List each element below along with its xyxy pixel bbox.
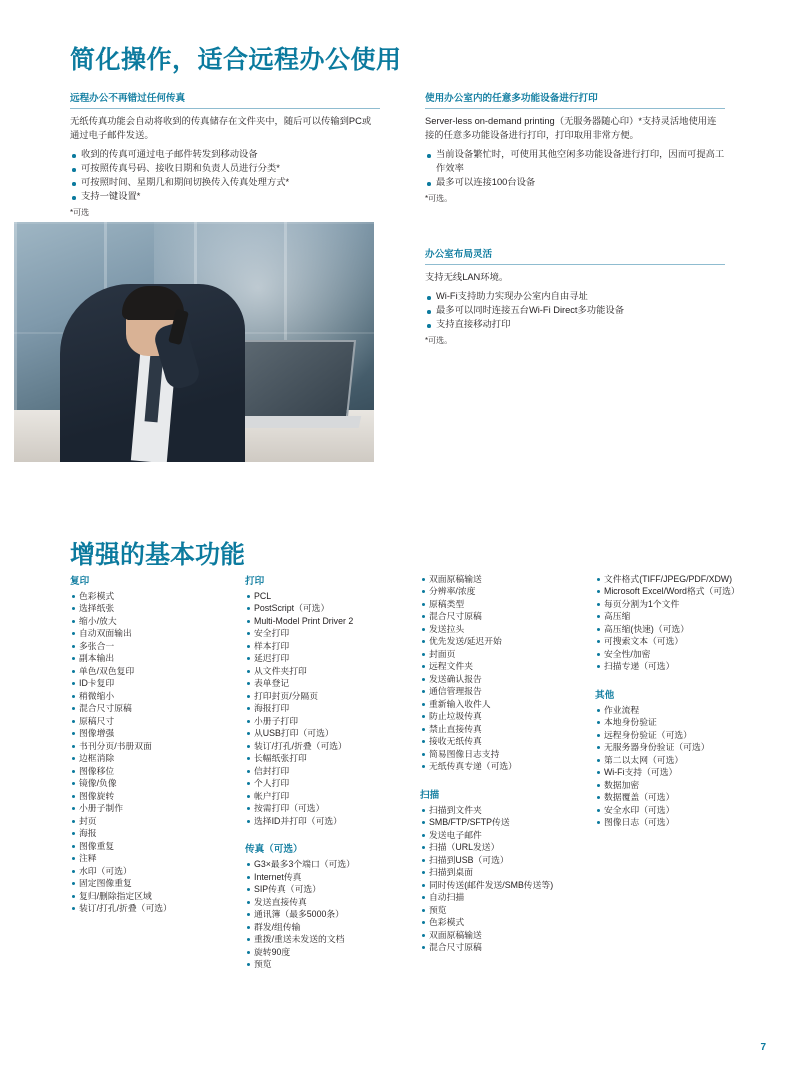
- list-item: 发送确认报告: [420, 673, 585, 685]
- list-item: 按需打印（可选）: [245, 802, 410, 814]
- block-note: *可选。: [425, 194, 453, 204]
- list-item: 边框消除: [70, 752, 235, 764]
- list-item: 长幅纸张打印: [245, 752, 410, 764]
- list-item: 表单登记: [245, 677, 410, 689]
- list-item: 分辨率/浓度: [420, 585, 585, 597]
- list-item: Internet传真: [245, 871, 410, 883]
- list-item: 双面原稿输送: [420, 573, 585, 585]
- list-item: 第二以太网（可选）: [595, 754, 760, 766]
- block-paperless-fax: [70, 92, 380, 218]
- list-item: SIP传真（可选）: [245, 883, 410, 895]
- feature-list-fax: [245, 858, 410, 970]
- list-item: 海报打印: [245, 702, 410, 714]
- block-serverless-print: [425, 92, 725, 204]
- list-item: 防止垃圾传真: [420, 710, 585, 722]
- list-item: 海报: [70, 827, 235, 839]
- list-item: 图像重复: [70, 840, 235, 852]
- list-item: Microsoft Excel/Word格式（可选）: [595, 585, 760, 597]
- list-item: 发送电子邮件: [420, 829, 585, 841]
- list-item: 混合尺寸原稿: [70, 702, 235, 714]
- category-heading-scan: 扫描: [420, 789, 440, 801]
- list-item: 复归/删除指定区域: [70, 890, 235, 902]
- list-item: 可按照时间、星期几和期间切换传入传真处理方式*: [70, 176, 380, 190]
- list-item: 远程身份验证（可选）: [595, 729, 760, 741]
- list-item: 旋转90度: [245, 946, 410, 958]
- list-item: 可搜索文本（可选）: [595, 635, 760, 647]
- list-item: 原稿类型: [420, 598, 585, 610]
- list-item: Wi-Fi支持助力实现办公室内自由寻址: [425, 290, 725, 304]
- list-item: 打印封页/分隔页: [245, 690, 410, 702]
- list-item: 当前设备繁忙时，可使用其他空闲多功能设备进行打印，因而可提高工作效率: [425, 148, 725, 176]
- block-note: *可选: [70, 208, 90, 218]
- list-item: 最多可以同时连接五台Wi-Fi Direct多功能设备: [425, 304, 725, 318]
- feature-list-scan: [420, 804, 585, 954]
- list-item: 装订/打孔/折叠（可选）: [70, 902, 235, 914]
- block-note: *可选。: [425, 336, 453, 346]
- list-item: 简易图像日志支持: [420, 748, 585, 760]
- list-item: 通信管理报告: [420, 685, 585, 697]
- list-item: 注释: [70, 852, 235, 864]
- category-heading-other: 其他: [595, 689, 615, 701]
- list-item: 图像移位: [70, 765, 235, 777]
- category-heading-print: 打印: [245, 576, 265, 587]
- list-item: 无服务器身份验证（可选）: [595, 741, 760, 753]
- list-item: 图像日志（可选）: [595, 816, 760, 828]
- feature-column-copy: [70, 573, 245, 971]
- list-item: 接收无纸传真: [420, 735, 585, 747]
- list-item: 延迟打印: [245, 652, 410, 664]
- list-item: 重新输入收件人: [420, 698, 585, 710]
- list-item: 帐户打印: [245, 790, 410, 802]
- list-item: 安全打印: [245, 627, 410, 639]
- block-heading: 办公室布局灵活: [425, 248, 725, 265]
- feature-lists: [70, 573, 770, 971]
- list-item: 稍微缩小: [70, 690, 235, 702]
- page-number: 7: [760, 1042, 766, 1053]
- block-bullet-list: [70, 148, 380, 204]
- businessman-phone-photo: [14, 222, 374, 462]
- list-item: 群发/组传输: [245, 921, 410, 933]
- list-item: 支持一键设置*: [70, 190, 380, 204]
- list-item: 封面页: [420, 648, 585, 660]
- category-heading-copy: 复印: [70, 576, 90, 587]
- list-item: 数据覆盖（可选）: [595, 791, 760, 803]
- list-item: 书刊分页/书册双面: [70, 740, 235, 752]
- list-item: 收到的传真可通过电子邮件转发到移动设备: [70, 148, 380, 162]
- list-item: G3×最多3个端口（可选）: [245, 858, 410, 870]
- feature-list-scan-continued: [595, 573, 760, 673]
- list-item: 远程文件夹: [420, 660, 585, 672]
- list-item: ID卡复印: [70, 677, 235, 689]
- list-item: SMB/FTP/SFTP传送: [420, 816, 585, 828]
- block-heading: 远程办公不再错过任何传真: [70, 92, 380, 109]
- list-item: 样本打印: [245, 640, 410, 652]
- list-item: 装订/打孔/折叠（可选）: [245, 740, 410, 752]
- list-item: 扫描到USB（可选）: [420, 854, 585, 866]
- list-item: 信封打印: [245, 765, 410, 777]
- list-item: 发送拉头: [420, 623, 585, 635]
- list-item: 缩小/放大: [70, 615, 235, 627]
- list-item: 从USB打印（可选）: [245, 727, 410, 739]
- list-item: 水印（可选）: [70, 865, 235, 877]
- list-item: 扫描到文件夹: [420, 804, 585, 816]
- list-item: 通讯簿（最多5000条）: [245, 908, 410, 920]
- list-item: 本地身份验证: [595, 716, 760, 728]
- list-item: 固定图像重复: [70, 877, 235, 889]
- list-item: 多张合一: [70, 640, 235, 652]
- list-item: 图像增强: [70, 727, 235, 739]
- list-item: 每页分割为1个文件: [595, 598, 760, 610]
- list-item: 高压缩(快速)（可选）: [595, 623, 760, 635]
- list-item: 选择纸张: [70, 602, 235, 614]
- list-item: 自动扫描: [420, 891, 585, 903]
- feature-column-fax-cont-scan: [420, 573, 595, 971]
- block-bullet-list: [425, 148, 725, 190]
- list-item: 图像旋转: [70, 790, 235, 802]
- list-item: Wi-Fi支持（可选）: [595, 766, 760, 778]
- list-item: 支持直接移动打印: [425, 318, 725, 332]
- list-item: 数据加密: [595, 779, 760, 791]
- list-item: Multi-Model Print Driver 2: [245, 615, 410, 627]
- list-item: 扫描（URL发送）: [420, 841, 585, 853]
- list-item: 禁止直接传真: [420, 723, 585, 735]
- list-item: 副本输出: [70, 652, 235, 664]
- feature-list-other: [595, 704, 760, 829]
- block-paragraph: 无纸传真功能会自动将收到的传真储存在文件夹中，随后可以传输到PC或通过电子邮件发送。: [70, 116, 372, 141]
- block-office-layout: [425, 248, 725, 346]
- list-item: 自动双面输出: [70, 627, 235, 639]
- list-item: 可按照传真号码、接收日期和负责人员进行分类*: [70, 162, 380, 176]
- feature-list-copy: [70, 590, 235, 915]
- category-heading-fax: 传真（可选）: [245, 844, 303, 856]
- list-item: PostScript（可选）: [245, 602, 410, 614]
- list-item: 封页: [70, 815, 235, 827]
- list-item: 优先发送/延迟开始: [420, 635, 585, 647]
- list-item: PCL: [245, 590, 410, 602]
- feature-list-fax-continued: [420, 573, 585, 773]
- list-item: 同时传送(邮件发送/SMB传送等): [420, 879, 585, 891]
- list-item: 混合尺寸原稿: [420, 941, 585, 953]
- list-item: 色彩模式: [70, 590, 235, 602]
- list-item: 高压缩: [595, 610, 760, 622]
- list-item: 色彩模式: [420, 916, 585, 928]
- list-item: 混合尺寸原稿: [420, 610, 585, 622]
- section-two-title: 增强的基本功能: [70, 541, 246, 569]
- list-item: 个人打印: [245, 777, 410, 789]
- list-item: 预览: [245, 958, 410, 970]
- list-item: 无纸传真专递（可选）: [420, 760, 585, 772]
- list-item: 扫描专递（可选）: [595, 660, 760, 672]
- list-item: 安全性/加密: [595, 648, 760, 660]
- list-item: 发送直接传真: [245, 896, 410, 908]
- list-item: 文件格式(TIFF/JPEG/PDF/XDW): [595, 573, 760, 585]
- block-heading: 使用办公室内的任意多功能设备进行打印: [425, 92, 725, 109]
- list-item: 预览: [420, 904, 585, 916]
- list-item: 双面原稿输送: [420, 929, 585, 941]
- list-item: 最多可以连接100台设备: [425, 176, 725, 190]
- feature-column-print-fax: [245, 573, 420, 971]
- list-item: 作业流程: [595, 704, 760, 716]
- list-item: 小册子制作: [70, 802, 235, 814]
- list-item: 安全水印（可选）: [595, 804, 760, 816]
- block-paragraph: Server-less on-demand printing（无服务器随心印）*支持灵活地使用连接的任意多功能设备进行打印，打印取用非常方便。: [425, 116, 717, 141]
- list-item: 镜像/负像: [70, 777, 235, 789]
- list-item: 从文件夹打印: [245, 665, 410, 677]
- list-item: 扫描到桌面: [420, 866, 585, 878]
- block-bullet-list: [425, 290, 725, 332]
- list-item: 单色/双色复印: [70, 665, 235, 677]
- section-one-title: 简化操作，适合远程办公使用: [70, 46, 402, 74]
- list-item: 选择ID并打印（可选）: [245, 815, 410, 827]
- feature-list-print: [245, 590, 410, 827]
- list-item: 重拨/重送未发送的文档: [245, 933, 410, 945]
- block-paragraph: 支持无线LAN环境。: [425, 272, 509, 283]
- feature-column-scan-cont-other: [595, 573, 770, 971]
- list-item: 原稿尺寸: [70, 715, 235, 727]
- list-item: 小册子打印: [245, 715, 410, 727]
